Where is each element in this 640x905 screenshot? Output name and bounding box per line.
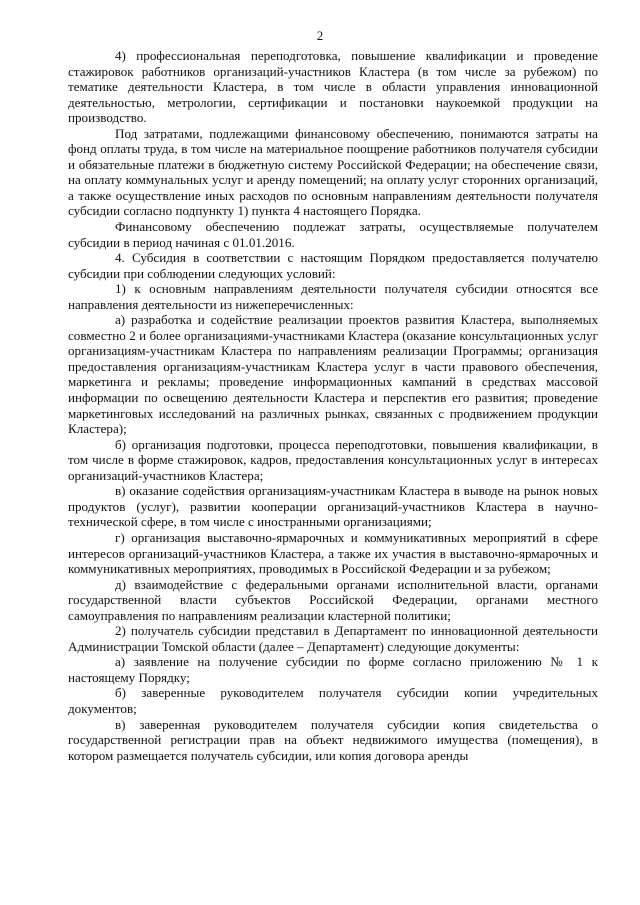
paragraph-condition-1v: в) оказание содействия организациям-участникам Кластера в выводе на рынок новых продуктов (услуг), развитии кооперации организаций-участников Кластера в научно-технической сфере, в том числе с иностранными организациями;	[68, 483, 598, 530]
document-body	[68, 48, 598, 763]
paragraph-document-2a: а) заявление на получение субсидии по форме согласно приложению № 1 к настоящему Порядку;	[68, 654, 598, 685]
paragraph-costs-period: Финансовому обеспечению подлежат затраты, осуществляемые получателем субсидии в период начиная с 01.01.2016.	[68, 219, 598, 250]
paragraph-condition-1d: д) взаимодействие с федеральными органами исполнительной власти, органами государственной власти субъектов Российской Федерации, органами местного самоуправления по направлениям реализации кластерной политики;	[68, 576, 598, 623]
paragraph-eligible-costs: Под затратами, подлежащими финансовому обеспечению, понимаются затраты на фонд оплаты труда, в том числе на материальное поощрение работников получателя субсидии и обязательные платежи в бюджетную систему Российской Федерации; на обеспечение связи, на оплату коммунальных услуг и аренду помещений; на оплату услуг сторонних организаций, а также осуществление иных расходов по основным направлениям деятельности получателя субсидии согласно подпункту 1) пункта 4 настоящего Порядка.	[68, 125, 598, 219]
paragraph-document-2b: б) заверенные руководителем получателя субсидии копии учредительных документов;	[68, 685, 598, 716]
paragraph-condition-1b: б) организация подготовки, процесса переподготовки, повышения квалификации, в том числе в форме стажировок, кадров, предоставления консультационных услуг в интересах организаций-участников Кластера;	[68, 436, 598, 483]
paragraph-condition-1: 1) к основным направлениям деятельности получателя субсидии относятся все направления деятельности из нижеперечисленных:	[68, 281, 598, 312]
paragraph-subsidy-conditions: 4. Субсидия в соответствии с настоящим Порядком предоставляется получателю субсидии при соблюдении следующих условий:	[68, 250, 598, 281]
paragraph-item-4-training: 4) профессиональная переподготовка, повышение квалификации и проведение стажировок работников организаций-участников Кластера (в том числе за рубежом) по тематике деятельности Кластера, в том числе в области управления инновационной деятельностью, метрологии, сертификации и постановки наукоемкой продукции на производство.	[68, 48, 598, 126]
paragraph-document-2v: в) заверенная руководителем получателя субсидии копия свидетельства о государственной регистрации прав на объект недвижимого имущества (помещения), в котором размещается получатель субсидии, или копия договора аренды	[68, 716, 598, 763]
page-number: 2	[316, 28, 324, 43]
paragraph-condition-1a: а) разработка и содействие реализации проектов развития Кластера, выполняемых совместно 2 и более организациями-участниками Кластера (оказание консультационных услуг организациям-участникам Кластера по направлениям реализации Программы; организация предоставления организациям-участникам Кластера услуг в части правового обеспечения, маркетинга и рекламы; проведение информационных кампаний в средствах массовой информации по освещению деятельности Кластера и перспектив его развития; проведение маркетинговых исследований на различных рынках, связанных с продвижением продукции Кластера);	[68, 312, 598, 437]
paragraph-condition-1g: г) организация выставочно-ярмарочных и коммуникативных мероприятий в сфере интересов организаций-участников Кластера, а также их участия в выставочно-ярмарочных и коммуникативных мероприятиях, проводимых в Российской Федерации и за рубежом;	[68, 529, 598, 577]
paragraph-condition-2: 2) получатель субсидии представил в Департамент по инновационной деятельности Администрации Томской области (далее – Департамент) следующие документы:	[68, 623, 598, 654]
